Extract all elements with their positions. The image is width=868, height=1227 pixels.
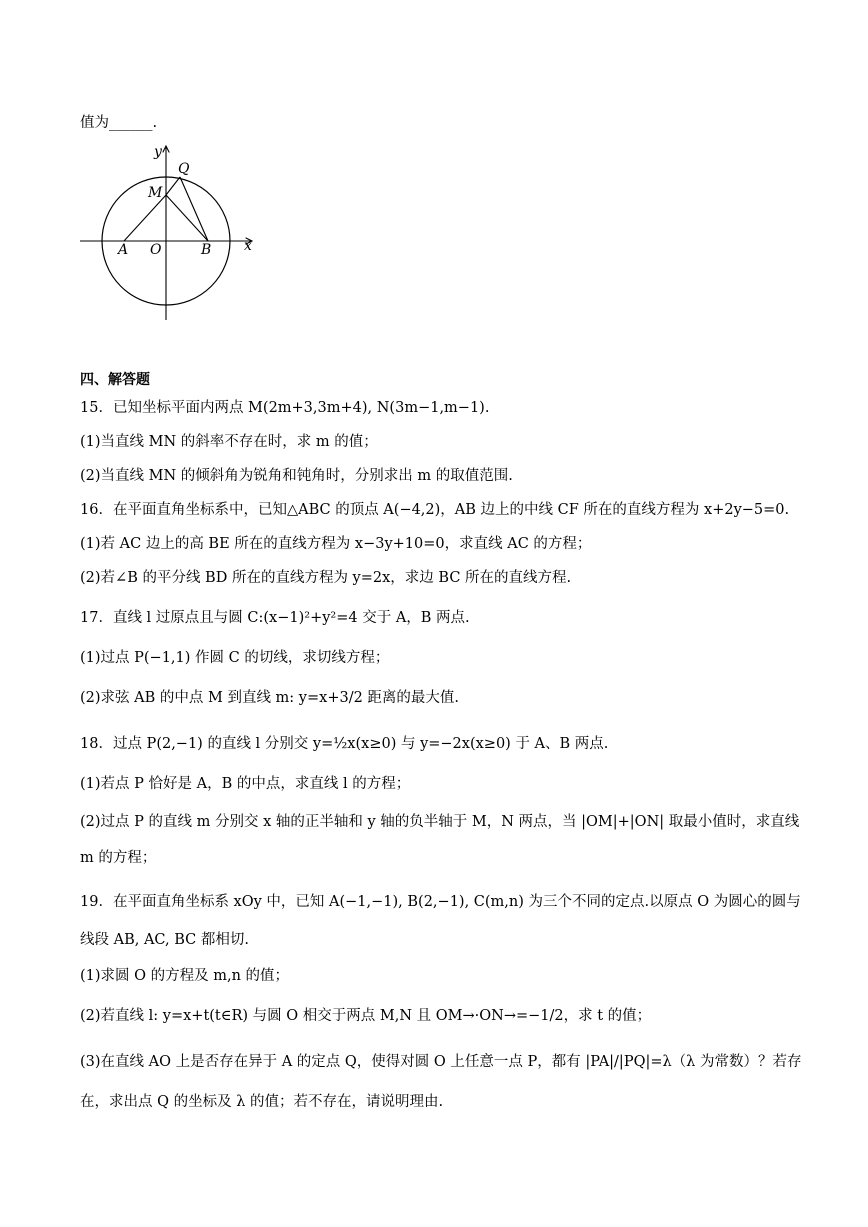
problem-15-part-2: (2)当直线 MN 的倾斜角为锐角和钝角时，分别求出 m 的取值范围.: [80, 468, 513, 484]
problem-18-part-1: (1)若点 P 恰好是 A，B 的中点，求直线 l 的方程；: [80, 776, 411, 792]
problem-18-part-2: (2)过点 P 的直线 m 分别交 x 轴的正半轴和 y 轴的负半轴于 M，N 两点，当 |OM|+|ON| 取最小值时，求直线: [80, 814, 800, 830]
origin-label: O: [150, 242, 162, 258]
problem-16-part-2: (2)若∠B 的平分线 BD 所在的直线方程为 y=2x，求边 BC 所在的直线方程.: [80, 570, 572, 586]
problem-19-part-2: (2)若直线 l: y=x+t(t∈R) 与圆 O 相交于两点 M,N 且 OM→·ON→=−1/2，求 t 的值；: [80, 1008, 652, 1024]
problem-19-part-3: (3)在直线 AO 上是否存在异于 A 的定点 Q，使得对圆 O 上任意一点 P，都有 |PA|/|PQ|=λ（λ 为常数）？若存: [80, 1054, 802, 1070]
problem-19-part-1: (1)求圆 O 的方程及 m,n 的值；: [80, 968, 290, 984]
problem-15: 15．已知坐标平面内两点 M(2m+3,3m+4), N(3m−1,m−1).: [80, 400, 490, 416]
problem-19-continued: 线段 AB, AC, BC 都相切.: [80, 932, 249, 948]
problem-16: 16．在平面直角坐标系中，已知△ABC 的顶点 A(−4,2)，AB 边上的中线 CF 所在的直线方程为 x+2y−5=0.: [80, 502, 790, 518]
point-m-label: M: [148, 185, 163, 201]
problem-15-part-1: (1)当直线 MN 的斜率不存在时，求 m 的值；: [80, 434, 378, 450]
point-q-label: Q: [178, 161, 190, 177]
problem-18-part-2-continued: m 的方程；: [80, 850, 157, 866]
problem-19: 19．在平面直角坐标系 xOy 中，已知 A(−1,−1), B(2,−1), C(m,n) 为三个不同的定点.以原点 O 为圆心的圆与: [80, 894, 801, 910]
problem-17: 17．直线 l 过原点且与圆 C:(x−1)²+y²=4 交于 A，B 两点.: [80, 610, 470, 626]
y-axis-label: y: [154, 144, 162, 160]
segment-mq: [166, 177, 180, 195]
segment-mb: [166, 195, 208, 241]
problem-16-part-1: (1)若 AC 边上的高 BE 所在的直线方程为 x−3y+10=0，求直线 AC 的方程；: [80, 536, 592, 552]
problem-18: 18．过点 P(2,−1) 的直线 l 分别交 y=½x(x≥0) 与 y=−2x(x≥0) 于 A、B 两点.: [80, 736, 609, 752]
point-a-label: A: [118, 242, 129, 258]
answer-blank-line: 值为______.: [80, 115, 158, 131]
problem-17-part-2: (2)求弦 AB 的中点 M 到直线 m: y=x+3/2 距离的最大值.: [80, 690, 460, 706]
problem-19-part-3-continued: 在，求出点 Q 的坐标及 λ 的值；若不存在，请说明理由.: [80, 1094, 444, 1110]
section-title: 四、解答题: [80, 372, 150, 388]
geometry-figure: [76, 140, 266, 330]
x-axis-label: x: [244, 238, 252, 254]
problem-17-part-1: (1)过点 P(−1,1) 作圆 C 的切线，求切线方程；: [80, 650, 390, 666]
segment-qb: [180, 177, 208, 241]
point-b-label: B: [201, 242, 212, 258]
segment-am: [124, 195, 166, 241]
